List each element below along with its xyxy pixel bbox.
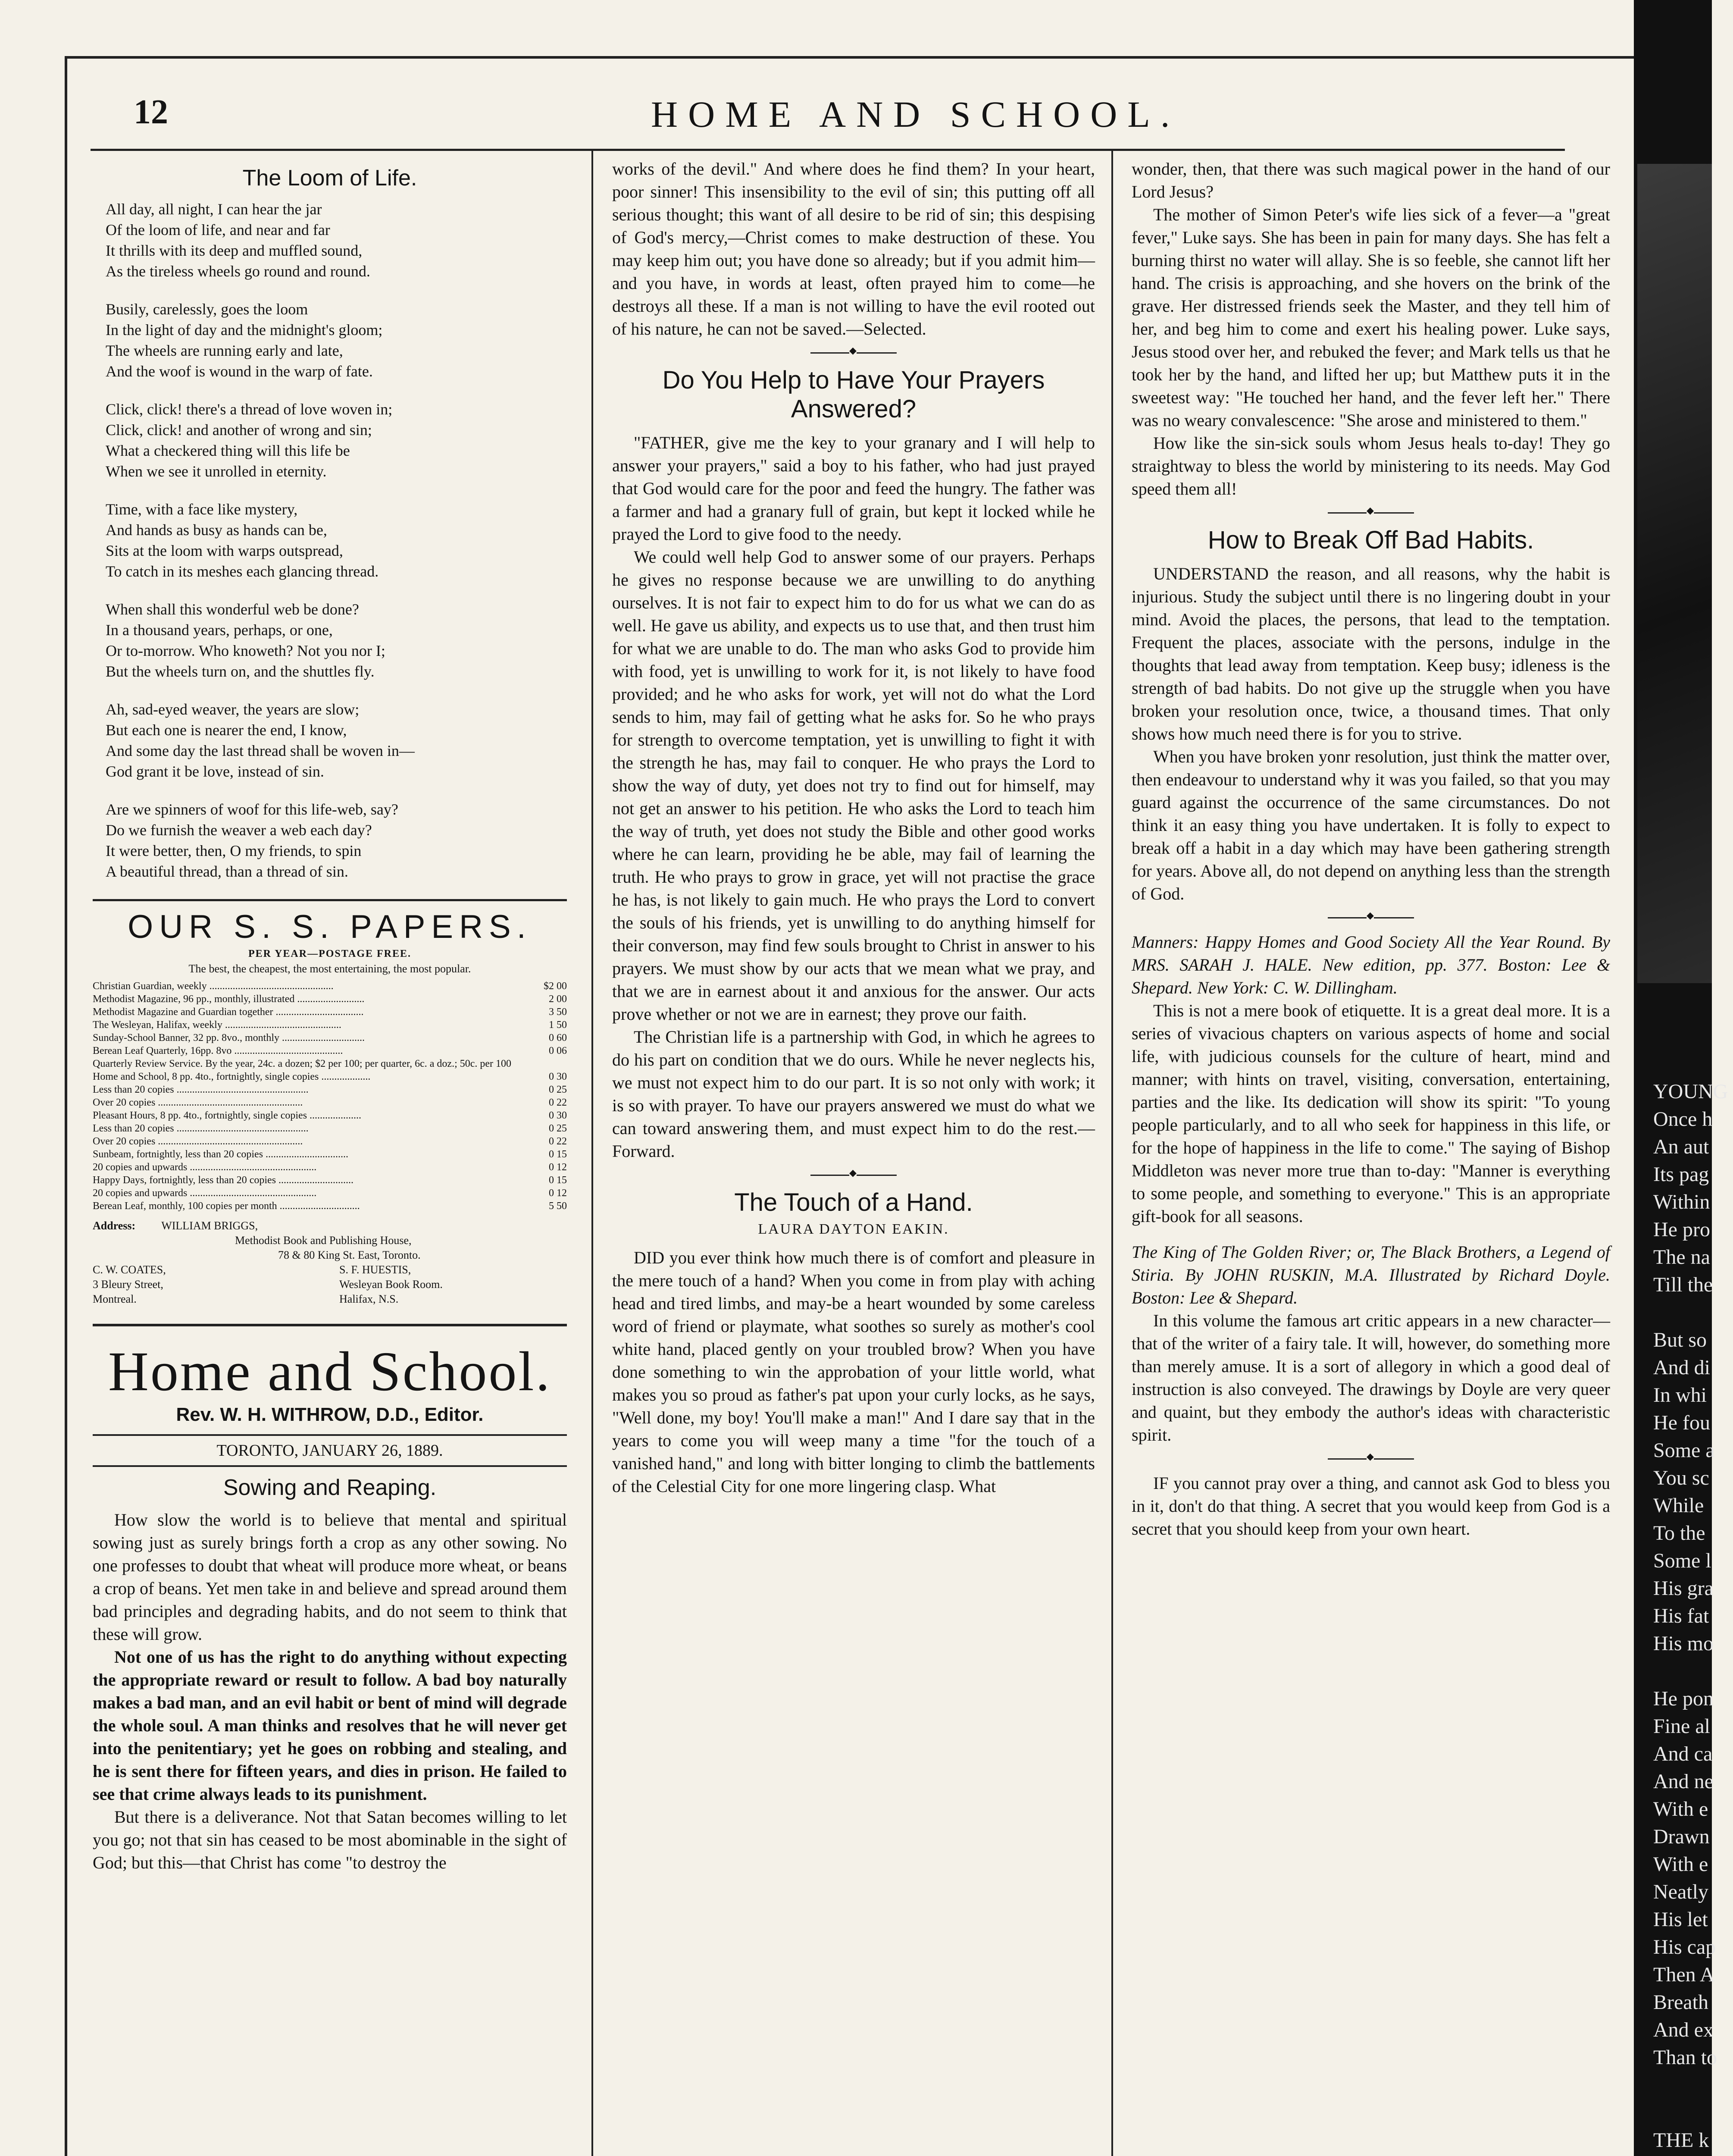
adjacent-illustration xyxy=(1637,164,1712,983)
poem-stanza: When shall this wonderful web be done? In a thousand years, perhaps, or one, Or to-morrow. Who knoweth? Not you nor I; But the wheels turn on, and the shuttles fly. xyxy=(106,601,385,680)
paper-name: Berean Leaf, monthly, 100 copies per month ............................... xyxy=(93,1200,360,1212)
price-row xyxy=(93,980,567,993)
price-row xyxy=(93,1174,567,1187)
publisher-address xyxy=(93,1219,567,1307)
price-row xyxy=(93,993,567,1006)
papers-title: OUR S. S. PAPERS. xyxy=(93,899,567,946)
poem-stanza: Click, click! there's a thread of love woven in; Click, click! and another of wrong and sin; What a checkered thing will this life be When we see it unrolled in eternity. xyxy=(106,401,393,480)
book-review xyxy=(1132,1241,1610,1446)
article-paragraph: But there is a deliverance. Not that Satan becomes willing to let you go; not that sin has ceased to be most abominable in the sight of God; but this—that Christ has come "to destroy the xyxy=(93,1807,567,1872)
price-row xyxy=(93,1083,567,1096)
section-divider xyxy=(810,352,897,354)
publisher-name: WILLIAM BRIGGS, xyxy=(161,1219,258,1232)
paper-price: 2 00 xyxy=(549,993,567,1005)
papers-subtitle: PER YEAR—POSTAGE FREE. xyxy=(248,948,412,959)
price-row xyxy=(93,1006,567,1018)
price-row xyxy=(93,1200,567,1213)
book-review xyxy=(1132,931,1610,1228)
article-paragraph: How slow the world is to believe that mental and spiritual sowing just as surely brings forth a crop as any other sowing. No one professes to doubt that wheat will produce more wheat, or beans a crop of beans. Yet men take in and believe and spread around them bad principles and degrading habits, and do not seem to think that these will grow. xyxy=(93,1510,567,1644)
paper-price: 5 50 xyxy=(549,1200,567,1212)
column-rule xyxy=(591,149,593,2156)
article-paragraph: "FATHER, give me the key to your granary and I will help to answer your prayers," said a boy to his father, who had just prayed that God would care for the poor and feed the hungry. The father was a farmer and had a granary full of grain, but kept it locked while he prayed the Lord to give food to the needy. xyxy=(612,433,1095,544)
paper-price: 0 60 xyxy=(549,1032,567,1044)
paper-price: 0 12 xyxy=(549,1188,567,1199)
article-paragraph: The Christian life is a partnership with God, in which he agrees to do his part on condition that we do ours. While he never neglects his, we must not expect him to do our part. It is so not only with work; it is so with prayer. To have our prayers answered we must do what we can toward answering them, and must expect him to do the rest.—Forward. xyxy=(612,1027,1095,1161)
article-paragraph: The mother of Simon Peter's wife lies sick of a fever—a "great fever," Luke says. She has been in pain for many days. She has felt a burning thirst no water will allay. She is so feeble, she cannot lift her hand. The crisis is approaching, and she hovers on the brink of the grave. Her distressed friends seek the Master, and they tell him of her, and beg him to come and exert his healing power. Luke says, Jesus stood over her, and rebuked the fever; and Mark tells us that he took her by the hand, and lifted her up; but Matthew puts it in the sweetest way: "He touched her hand, and the fever left her." There was no weary convalescence: "She arose and ministered to them." xyxy=(1132,205,1610,430)
poem-stanza: Busily, carelessly, goes the loom In the light of day and the midnight's gloom; The wheels are running early and late, And the woof is wound in the warp of fate. xyxy=(106,301,383,380)
paper-name: 20 copies and upwards ................................................. xyxy=(93,1188,317,1199)
poem-stanza: Are we spinners of woof for this life-web, say? Do we furnish the weaver a web each day? It were better, then, O my friends, to spin A beautiful thread, than a thread of sin. xyxy=(106,801,398,880)
issue-date: TORONTO, JANUARY 26, 1889. xyxy=(93,1434,567,1467)
review-heading: Manners: Happy Homes and Good Society All the Year Round. By MRS. SARAH J. HALE. New edition, pp. 377. Boston: Lee & Shepard. New York: C. W. Dillingham. xyxy=(1132,932,1610,997)
poem-stanzas xyxy=(93,199,567,882)
halifax-address: S. F. HUESTIS, Wesleyan Book Room. Halifax, N.S. xyxy=(339,1263,443,1305)
section-divider xyxy=(1328,1458,1414,1460)
publisher-street: 78 & 80 King St. East, Toronto. xyxy=(278,1249,421,1261)
price-row xyxy=(93,1109,567,1122)
paper-price: 3 50 xyxy=(549,1006,567,1018)
montreal-address: C. W. COATES, 3 Bleury Street, Montreal. xyxy=(93,1263,166,1305)
paper-name: Over 20 copies ........................................................ xyxy=(93,1097,303,1108)
article-title: How to Break Off Bad Habits. xyxy=(1207,526,1534,554)
poem-title: The Loom of Life. xyxy=(242,166,417,191)
section-divider xyxy=(1328,512,1414,514)
paper-name: Berean Leaf Quarterly, 16pp. 8vo .......................................... xyxy=(93,1045,343,1056)
poem-stanza: Time, with a face like mystery, And hands as busy as hands can be, Sits at the loom with warps outspread, To catch in its meshes each glancing thread. xyxy=(106,501,379,580)
paper-name: Less than 20 copies ................................................... xyxy=(93,1123,309,1134)
paper-name: Happy Days, fortnightly, less than 20 copies ............................. xyxy=(93,1175,354,1186)
paper-name: Home and School, 8 pp. 4to., fortnightly, single copies ................... xyxy=(93,1071,371,1082)
price-row xyxy=(93,1161,567,1174)
paper-price: 0 25 xyxy=(549,1123,567,1134)
paper-name: Less than 20 copies ................................................... xyxy=(93,1084,309,1095)
review-heading: The King of The Golden River; or, The Black Brothers, a Legend of Stiria. By JOHN RUSKIN, M.A. Illustrated by Richard Doyle. Boston: Lee & Shepard. xyxy=(1132,1242,1610,1307)
column-2 xyxy=(612,157,1095,2156)
continued-paragraph: works of the devil." And where does he find them? In your heart, poor sinner! This insensibility to the evil of sin; this putting off all serious thought; this want of all desire to be rid of sin; this despising of God's mercy,—Christ comes to make destruction of these. You may keep him out; you have done so already; but if you admit him—and you have, in words at least, often prayed him to come—he destroys all these. If a man is not willing to have the evil rooted out of his nature, he can not be saved.—Selected. xyxy=(612,159,1095,338)
poem-stanza: Ah, sad-eyed weaver, the years are slow; But each one is nearer the end, I know, And some day the last thread shall be woven in— God grant it be love, instead of sin. xyxy=(106,701,415,780)
paper-price: 0 22 xyxy=(549,1097,567,1108)
paper-name: Methodist Magazine, 96 pp., monthly, illustrated .......................... xyxy=(93,993,365,1005)
ss-papers-box xyxy=(93,899,567,1307)
price-row xyxy=(93,1135,567,1148)
article-paragraph: Not one of us has the right to do anything without expecting the appropriate reward or result to follow. A bad boy naturally makes a bad man, and an evil habit or bent of mind will degrade the whole soul. A man thinks and resolves that he will never get into the penitentiary; yet he goes on robbing and stealing, and he is sent there for fifteen years, and dies in prison. He failed to see that crime always leads to its punishment. xyxy=(93,1647,567,1804)
article-paragraph: UNDERSTAND the reason, and all reasons, why the habit is injurious. Study the subject until there is no lingering doubt in your mind. Avoid the places, the persons, that lead to the temptation. Frequent the places, associate with the persons, indulge in the thoughts that lead away from temptation. Keep busy; idleness is the strength of bad habits. Do not give up the struggle when you have broken your resolution once, twice, a thousand times. That only shows how much need there is for you to strive. xyxy=(1132,564,1610,743)
paper-price: 0 22 xyxy=(549,1136,567,1147)
closing-note: IF you cannot pray over a thing, and cannot ask God to bless you in it, don't do that thing. A secret that you would keep from God is a secret that you should keep from your own heart. xyxy=(1132,1473,1610,1539)
review-body: This is not a mere book of etiquette. It is a great deal more. It is a series of vivacious chapters on various aspects of home and social life, with judicious counsels for the culture of heart, mind and manner; with hints on travel, visiting, conversation, entertaining, parties and the like. Its dedication will show its spirit: "To young people particularly, and to all who seek for happiness in this life, or for the hope of happiness in the life to come." The saying of Bishop Middleton was never more true than to-day: "Manner is everything to some people, and something to everyone." This is an appropriate gift-book for all seasons. xyxy=(1132,1001,1610,1226)
paper-name: 20 copies and upwards ................................................. xyxy=(93,1162,317,1173)
address-label: Address: xyxy=(93,1219,136,1232)
article-paragraph: We could well help God to answer some of our prayers. Perhaps he gives no response because we are unwilling to do anything ourselves. It is not fair to expect him to do for us what we can do as well. He gave us ability, and expects us to use that, and then trust him for what we are unable to do. The man who asks God to provide him with food, yet is unwilling to work for it, is not likely to have food provided; and he who asks for work, yet will not do what the Lord sends to him, may fail of getting what he asks for. So he who prays for strength to overcome temptation, yet is unwilling to fight it with the strength he has, may fail to conquer. He who prays the Lord to show the way of duty, yet does not try to find out for himself, may not get an answer to his petition. He who asks the Lord to teach him the way of truth, yet does not study the Bible and other good works where he can learn, providing he be able, may fail of learning the truth. He who prays to grow in grace, yet will not practise the grace he has, is not likely to gain much. He who prays the Lord to convert the souls of his friends, yet is unwilling to do anything himself for their converson, may find few souls brought to Christ in answer to his prayers. We must show by our acts that we mean what we pray, and that we are in earnest about it and anxious for the answer. Our acts prove whether or not we are in earnest; they prove our faith. xyxy=(612,547,1095,1024)
paper-price: 0 06 xyxy=(549,1045,567,1056)
article-paragraph: How like the sin-sick souls whom Jesus heals to-day! They go straightway to bless the world by ministering to its needs. May God speed them all! xyxy=(1132,433,1610,498)
papers-intro: The best, the cheapest, the most entertaining, the most popular. xyxy=(188,962,471,975)
paper-price: 0 15 xyxy=(549,1149,567,1160)
paper-price: 0 25 xyxy=(549,1084,567,1095)
article-paragraph: DID you ever think how much there is of comfort and pleasure in the mere touch of a hand? When you come in from play with aching head and tired limbs, and may-be a heart wounded by some careless word of friend or playmate, what soothes so surely as mother's cool white hand, placed gently on your troubled brow? When you have done something to win the approbation of your little world, what makes you so proud as father's pat upon your curly locks, as he says, "Well done, my boy! You'll make a man!" And I dare say that in the years to come you will weep many a time "for the touch of a vanished hand," and long with bitter longing to climb the battlements of the Celestial City for one more lingering clasp. What xyxy=(612,1248,1095,1496)
masthead-title: HOME AND SCHOOL. xyxy=(651,94,1180,135)
article-paragraph: When you have broken yonr resolution, just think the matter over, then endeavour to understand why it was you failed, so that you may guard against the occurrence of the same circumstances. Do not think it an easy thing you have undertaken. It is folly to expect to break off a habit in a day which may have been gathering strength for years. Above all, do not depend on anything less than the strength of God. xyxy=(1132,747,1610,903)
price-row xyxy=(93,1148,567,1161)
article-title: Sowing and Reaping. xyxy=(223,1475,437,1500)
page-number: 12 xyxy=(134,93,168,131)
section-divider xyxy=(810,1175,897,1176)
page-header xyxy=(91,84,1565,151)
editorial-title: Home and School. xyxy=(93,1324,567,1404)
paper-name: Sunbeam, fortnightly, less than 20 copies ................................ xyxy=(93,1149,349,1160)
paper-name: Pleasant Hours, 8 pp. 4to., fortnightly, single copies .................... xyxy=(93,1110,362,1121)
price-list xyxy=(93,980,567,1213)
section-divider xyxy=(1328,917,1414,918)
paper-name: Christian Guardian, weekly ................................................ xyxy=(93,981,334,992)
poem-loom-of-life xyxy=(93,165,567,882)
price-row xyxy=(93,1096,567,1109)
paper-price: 0 30 xyxy=(549,1071,567,1082)
paper-price xyxy=(532,1057,567,1070)
review-body: In this volume the famous art critic appears in a new character—that of the writer of a fairy tale. It will, however, do something more than merely amuse. It is a sort of allegory in which a good deal of instruction is also conveyed. The drawings by Doyle are very queer and quaint, but they embody the author's ideas with characteristic spirit. xyxy=(1132,1311,1610,1445)
article-title: Do You Help to Have Your Prayers Answered? xyxy=(662,366,1045,423)
paper-name: Methodist Magazine and Guardian together .................................. xyxy=(93,1006,364,1018)
column-3 xyxy=(1132,157,1610,2156)
price-row xyxy=(93,1187,567,1200)
adjacent-page-text: YOUNG Once h An aut Its pag Within He pro The na Till the But so And di In whi He fou Some a You sc While To the Some l His gra His fat His mo He pon Fine al And ca And ne With e Drawn With e Neatly His let His cap Then A Breath And ex Than to THE k xyxy=(1653,1080,1728,2152)
paper-price: 0 15 xyxy=(549,1175,567,1186)
paper-name: Sunday-School Banner, 32 pp. 8vo., monthly ................................ xyxy=(93,1032,365,1044)
paper-name: Over 20 copies ........................................................ xyxy=(93,1136,303,1147)
paper-price: 0 30 xyxy=(549,1110,567,1121)
column-1 xyxy=(93,157,567,2156)
poem-stanza: All day, all night, I can hear the jar Of the loom of life, and near and far It thrills with its deep and muffled sound, As the tireless wheels go round and round. xyxy=(106,201,370,280)
paper-price: 1 50 xyxy=(549,1019,567,1031)
article-byline: LAURA DAYTON EAKIN. xyxy=(758,1221,949,1237)
paper-price: $2 00 xyxy=(544,981,567,992)
article-sowing-reaping xyxy=(93,1475,567,1874)
price-row xyxy=(93,1044,567,1057)
paper-name: Quarterly Review Service. By the year, 24c. a dozen; $2 per 100; per quarter, 6c. a doz.; 50c. per 100 xyxy=(93,1058,512,1069)
price-row xyxy=(93,1122,567,1135)
price-row xyxy=(93,1031,567,1044)
paper-name: The Wesleyan, Halifax, weekly ............................................. xyxy=(93,1019,341,1031)
continued-paragraph: wonder, then, that there was such magical power in the hand of our Lord Jesus? xyxy=(1132,159,1610,201)
price-row xyxy=(93,1070,567,1083)
article-title: The Touch of a Hand. xyxy=(734,1188,973,1216)
adjacent-page-strip xyxy=(1634,0,1728,2156)
price-row xyxy=(93,1057,567,1070)
price-row xyxy=(93,1018,567,1031)
column-rule xyxy=(1111,149,1113,2156)
editor-name: Rev. W. H. WITHROW, D.D., Editor. xyxy=(176,1404,484,1425)
paper-price: 0 12 xyxy=(549,1162,567,1173)
publisher-house: Methodist Book and Publishing House, xyxy=(235,1234,412,1247)
